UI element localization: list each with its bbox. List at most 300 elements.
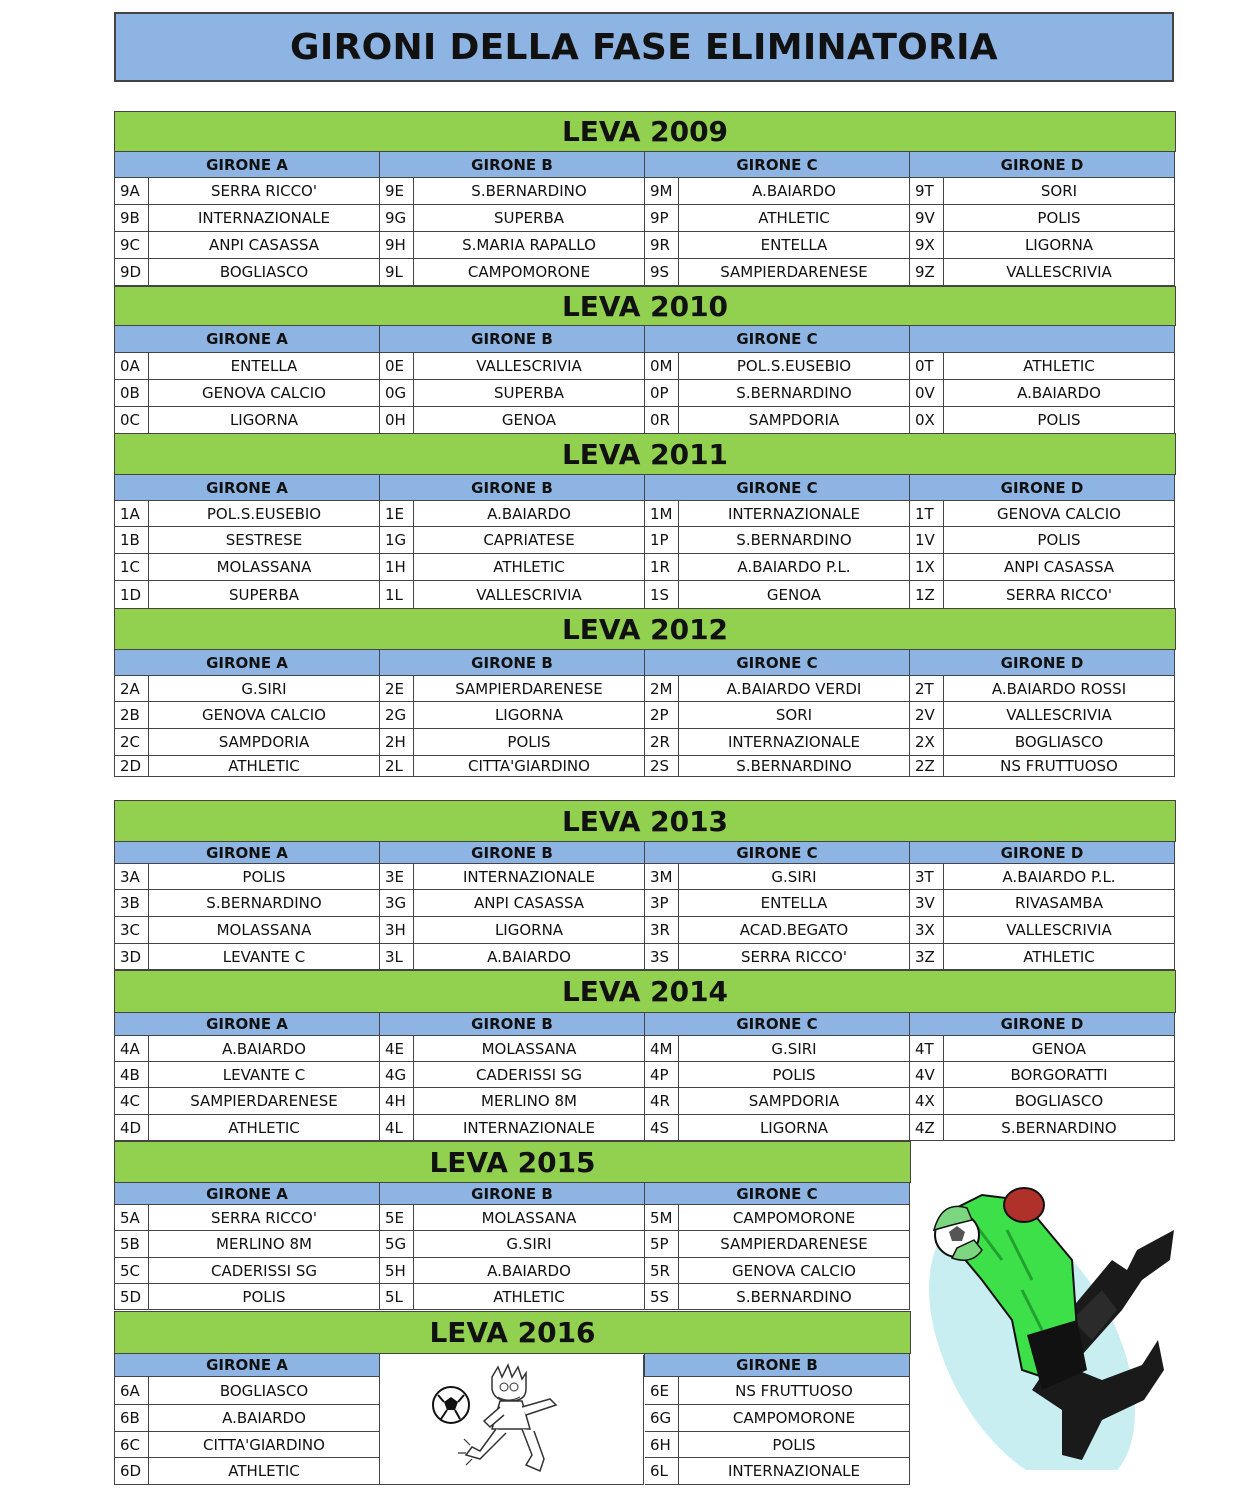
girone-header: GIRONE B xyxy=(645,1354,910,1377)
table-row xyxy=(115,756,1176,777)
team-name: SERRA RICCO' xyxy=(679,944,910,970)
team-code: 2M xyxy=(645,676,679,702)
team-name: BOGLIASCO xyxy=(149,1377,380,1405)
team-code: 3C xyxy=(115,917,149,944)
team-name: SAMPIERDARENESE xyxy=(679,259,910,286)
team-name: SAMPIERDARENESE xyxy=(414,676,645,702)
team-name: BOGLIASCO xyxy=(944,729,1175,756)
team-code: 4S xyxy=(645,1115,679,1141)
team-name: MERLINO 8M xyxy=(149,1231,380,1258)
team-code: 9P xyxy=(645,205,679,232)
team-code: 9T xyxy=(910,178,944,205)
team-code: 4R xyxy=(645,1088,679,1115)
team-code: 0X xyxy=(910,407,944,434)
team-name: NS FRUTTUOSO xyxy=(679,1377,910,1405)
team-name: ENTELLA xyxy=(679,232,910,259)
team-code: 6A xyxy=(115,1377,149,1405)
team-name: ATHLETIC xyxy=(414,1284,645,1310)
girone-header: GIRONE C xyxy=(645,1013,910,1036)
team-code: 4G xyxy=(380,1062,414,1088)
table-row xyxy=(115,178,1176,205)
team-name: ACAD.BEGATO xyxy=(679,917,910,944)
team-name: ENTELLA xyxy=(149,353,380,380)
team-name: VALLESCRIVIA xyxy=(944,259,1175,286)
team-name: S.BERNARDINO xyxy=(679,1284,910,1310)
team-code: 3M xyxy=(645,864,679,890)
team-code: 5R xyxy=(645,1258,679,1284)
table-row xyxy=(115,581,1176,609)
leva-title: LEVA 2015 xyxy=(115,1141,911,1183)
girone-header: GIRONE A xyxy=(115,1013,380,1036)
table-row xyxy=(115,890,1176,917)
team-code: 5A xyxy=(115,1205,149,1231)
team-name: LIGORNA xyxy=(149,407,380,434)
team-code: 5L xyxy=(380,1284,414,1310)
team-code: 0E xyxy=(380,353,414,380)
team-name: CAMPOMORONE xyxy=(679,1205,910,1231)
table-row xyxy=(115,1036,1176,1062)
girone-header-row xyxy=(115,152,1176,178)
team-code: 9S xyxy=(645,259,679,286)
team-name: CAMPOMORONE xyxy=(679,1405,910,1432)
team-code: 0V xyxy=(910,380,944,407)
girone-header: GIRONE C xyxy=(645,152,910,178)
team-name: SAMPIERDARENESE xyxy=(149,1088,380,1115)
table-row xyxy=(115,259,1176,286)
girone-header: GIRONE B xyxy=(380,842,645,864)
team-name: ATHLETIC xyxy=(149,1115,380,1141)
girone-header-row xyxy=(115,475,1176,501)
team-code: 5B xyxy=(115,1231,149,1258)
team-code: 2G xyxy=(380,702,414,729)
leva-table xyxy=(114,286,1176,434)
team-name: ATHLETIC xyxy=(944,353,1175,380)
team-code: 3X xyxy=(910,917,944,944)
leva-title: LEVA 2016 xyxy=(115,1311,911,1354)
table-row xyxy=(115,1088,1176,1115)
leva-table xyxy=(114,1141,911,1310)
team-code: 6B xyxy=(115,1405,149,1432)
team-code: 2A xyxy=(115,676,149,702)
team-name: MOLASSANA xyxy=(149,917,380,944)
team-code: 5G xyxy=(380,1231,414,1258)
team-code: 0A xyxy=(115,353,149,380)
team-name: ATHLETIC xyxy=(414,554,645,581)
team-code: 1D xyxy=(115,581,149,609)
team-name: CAPRIATESE xyxy=(414,527,645,554)
girone-header: GIRONE D xyxy=(910,475,1175,501)
team-code: 3P xyxy=(645,890,679,917)
girone-header: GIRONE C xyxy=(645,326,910,353)
leva-title: LEVA 2013 xyxy=(115,800,1176,842)
team-name: A.BAIARDO xyxy=(414,1258,645,1284)
team-code: 4T xyxy=(910,1036,944,1062)
leva-table xyxy=(114,608,1176,777)
leva-table xyxy=(114,800,1176,970)
team-name: LEVANTE C xyxy=(149,1062,380,1088)
team-name: A.BAIARDO xyxy=(414,501,645,527)
team-name: A.BAIARDO ROSSI xyxy=(944,676,1175,702)
team-name: ANPI CASASSA xyxy=(944,554,1175,581)
team-name: ATHLETIC xyxy=(944,944,1175,970)
team-name: ANPI CASASSA xyxy=(149,232,380,259)
team-code: 2H xyxy=(380,729,414,756)
team-name: SUPERBA xyxy=(414,380,645,407)
girone-header: GIRONE D xyxy=(910,650,1175,676)
girone-header: GIRONE D xyxy=(910,842,1175,864)
team-name: POLIS xyxy=(944,527,1175,554)
team-code: 2E xyxy=(380,676,414,702)
team-name: SUPERBA xyxy=(149,581,380,609)
girone-header: GIRONE B xyxy=(380,326,645,353)
girone-header: GIRONE B xyxy=(380,152,645,178)
team-name: S.BERNARDINO xyxy=(414,178,645,205)
team-name: S.BERNARDINO xyxy=(149,890,380,917)
team-code: 1X xyxy=(910,554,944,581)
team-code: 1A xyxy=(115,501,149,527)
team-name: SAMPDORIA xyxy=(679,407,910,434)
table-row xyxy=(115,1258,911,1284)
team-name: SAMPIERDARENESE xyxy=(679,1231,910,1258)
team-code: 2D xyxy=(115,756,149,777)
table-row xyxy=(115,1231,911,1258)
team-name: SERRA RICCO' xyxy=(149,178,380,205)
table-row xyxy=(115,1284,911,1310)
girone-header: GIRONE D xyxy=(910,152,1175,178)
team-code: 9L xyxy=(380,259,414,286)
team-name: G.SIRI xyxy=(679,864,910,890)
team-name: INTERNAZIONALE xyxy=(414,1115,645,1141)
team-name: A.BAIARDO P.L. xyxy=(679,554,910,581)
team-name: VALLESCRIVIA xyxy=(944,702,1175,729)
team-name: A.BAIARDO xyxy=(149,1405,380,1432)
team-code: 3T xyxy=(910,864,944,890)
team-code: 9H xyxy=(380,232,414,259)
team-name: CITTA'GIARDINO xyxy=(149,1432,380,1458)
team-code: 1B xyxy=(115,527,149,554)
team-name: MOLASSANA xyxy=(414,1205,645,1231)
girone-header-row xyxy=(115,842,1176,864)
girone-header: GIRONE B xyxy=(380,650,645,676)
team-code: 2L xyxy=(380,756,414,777)
team-code: 5D xyxy=(115,1284,149,1310)
team-code: 9D xyxy=(115,259,149,286)
team-code: 6L xyxy=(645,1458,679,1485)
table-row xyxy=(115,1205,911,1231)
team-name: S.MARIA RAPALLO xyxy=(414,232,645,259)
team-name: A.BAIARDO VERDI xyxy=(679,676,910,702)
team-code: 3L xyxy=(380,944,414,970)
team-code: 2Z xyxy=(910,756,944,777)
team-name: A.BAIARDO P.L. xyxy=(944,864,1175,890)
team-name: ENTELLA xyxy=(679,890,910,917)
table-row xyxy=(115,232,1176,259)
team-code: 1C xyxy=(115,554,149,581)
page-title: GIRONI DELLA FASE ELIMINATORIA xyxy=(114,12,1174,82)
girone-header: GIRONE C xyxy=(645,650,910,676)
team-name: MOLASSANA xyxy=(414,1036,645,1062)
team-code: 1P xyxy=(645,527,679,554)
team-code: 6G xyxy=(645,1405,679,1432)
team-code: 4C xyxy=(115,1088,149,1115)
team-code: 1V xyxy=(910,527,944,554)
table-row xyxy=(115,554,1176,581)
team-name: A.BAIARDO xyxy=(944,380,1175,407)
team-name: A.BAIARDO xyxy=(414,944,645,970)
team-name: RIVASAMBA xyxy=(944,890,1175,917)
team-name: CITTA'GIARDINO xyxy=(414,756,645,777)
team-name: POLIS xyxy=(944,205,1175,232)
table-row xyxy=(115,676,1176,702)
team-code: 2X xyxy=(910,729,944,756)
team-code: 9C xyxy=(115,232,149,259)
team-name: CADERISSI SG xyxy=(149,1258,380,1284)
girone-header-row xyxy=(115,326,1176,353)
team-name: ANPI CASASSA xyxy=(414,890,645,917)
team-code: 5S xyxy=(645,1284,679,1310)
team-code: 9E xyxy=(380,178,414,205)
team-code: 2R xyxy=(645,729,679,756)
team-code: 5H xyxy=(380,1258,414,1284)
team-code: 1Z xyxy=(910,581,944,609)
team-name: A.BAIARDO xyxy=(679,178,910,205)
girone-header-row xyxy=(115,1183,911,1205)
team-name: POLIS xyxy=(414,729,645,756)
girone-header: GIRONE C xyxy=(645,842,910,864)
girone-header: GIRONE A xyxy=(115,1183,380,1205)
team-code: 4X xyxy=(910,1088,944,1115)
team-code: 1M xyxy=(645,501,679,527)
table-row xyxy=(115,380,1176,407)
table-row xyxy=(115,1115,1176,1141)
team-name: CAMPOMORONE xyxy=(414,259,645,286)
team-code: 3G xyxy=(380,890,414,917)
team-name: BORGORATTI xyxy=(944,1062,1175,1088)
team-name: SUPERBA xyxy=(414,205,645,232)
team-name: BOGLIASCO xyxy=(149,259,380,286)
team-code: 0M xyxy=(645,353,679,380)
team-code: 3A xyxy=(115,864,149,890)
team-code: 2B xyxy=(115,702,149,729)
girone-header: GIRONE B xyxy=(380,475,645,501)
table-row xyxy=(115,407,1176,434)
cartoon-kicker-image xyxy=(380,1355,644,1485)
team-code: 0H xyxy=(380,407,414,434)
team-name: INTERNAZIONALE xyxy=(679,501,910,527)
leva-title: LEVA 2012 xyxy=(115,608,1176,650)
team-name: GENOA xyxy=(679,581,910,609)
team-code: 2T xyxy=(910,676,944,702)
team-code: 3V xyxy=(910,890,944,917)
team-code: 0P xyxy=(645,380,679,407)
team-name: LIGORNA xyxy=(944,232,1175,259)
team-code: 5P xyxy=(645,1231,679,1258)
team-name: G.SIRI xyxy=(149,676,380,702)
team-name: G.SIRI xyxy=(414,1231,645,1258)
team-code: 9B xyxy=(115,205,149,232)
team-code: 0B xyxy=(115,380,149,407)
girone-header: GIRONE A xyxy=(115,152,380,178)
table-row xyxy=(115,864,1176,890)
team-name: POLIS xyxy=(679,1062,910,1088)
girone-header: GIRONE A xyxy=(115,326,380,353)
team-code: 4A xyxy=(115,1036,149,1062)
team-name: INTERNAZIONALE xyxy=(414,864,645,890)
team-name: SAMPDORIA xyxy=(149,729,380,756)
team-code: 3Z xyxy=(910,944,944,970)
table-row xyxy=(115,205,1176,232)
team-name: GENOA xyxy=(944,1036,1175,1062)
team-name: CADERISSI SG xyxy=(414,1062,645,1088)
team-name: G.SIRI xyxy=(679,1036,910,1062)
girone-header xyxy=(910,326,1175,353)
team-code: 1G xyxy=(380,527,414,554)
girone-header: GIRONE C xyxy=(645,1183,910,1205)
table-row xyxy=(115,527,1176,554)
leva-title: LEVA 2010 xyxy=(115,286,1176,326)
girone-header: GIRONE A xyxy=(115,650,380,676)
team-code: 1L xyxy=(380,581,414,609)
team-name: GENOA xyxy=(414,407,645,434)
team-code: 0C xyxy=(115,407,149,434)
team-name: INTERNAZIONALE xyxy=(679,729,910,756)
leva-table xyxy=(114,433,1176,609)
girone-header-row xyxy=(115,650,1176,676)
leva-table xyxy=(114,111,1176,286)
team-code: 3E xyxy=(380,864,414,890)
team-code: 3R xyxy=(645,917,679,944)
table-row xyxy=(115,944,1176,970)
team-code: 6C xyxy=(115,1432,149,1458)
team-code: 1H xyxy=(380,554,414,581)
team-code: 9X xyxy=(910,232,944,259)
goalkeeper-image xyxy=(912,1170,1182,1470)
team-name: GENOVA CALCIO xyxy=(679,1258,910,1284)
team-code: 1R xyxy=(645,554,679,581)
team-name: INTERNAZIONALE xyxy=(679,1458,910,1485)
table-row xyxy=(115,501,1176,527)
team-code: 3D xyxy=(115,944,149,970)
team-code: 2V xyxy=(910,702,944,729)
team-code: 1T xyxy=(910,501,944,527)
team-name: S.BERNARDINO xyxy=(679,380,910,407)
team-code: 4M xyxy=(645,1036,679,1062)
team-name: POLIS xyxy=(149,1284,380,1310)
girone-header: GIRONE B xyxy=(380,1183,645,1205)
team-code: 0T xyxy=(910,353,944,380)
team-code: 2S xyxy=(645,756,679,777)
girone-header: GIRONE A xyxy=(115,475,380,501)
team-name: LIGORNA xyxy=(679,1115,910,1141)
team-name: POLIS xyxy=(944,407,1175,434)
team-code: 6D xyxy=(115,1458,149,1485)
team-name: ATHLETIC xyxy=(149,1458,380,1485)
team-code: 4V xyxy=(910,1062,944,1088)
team-name: MERLINO 8M xyxy=(414,1088,645,1115)
team-code: 5C xyxy=(115,1258,149,1284)
girone-header: GIRONE A xyxy=(115,1354,380,1377)
team-code: 0G xyxy=(380,380,414,407)
team-name: VALLESCRIVIA xyxy=(944,917,1175,944)
team-code: 4H xyxy=(380,1088,414,1115)
team-name: A.BAIARDO xyxy=(149,1036,380,1062)
team-name: SESTRESE xyxy=(149,527,380,554)
team-name: SERRA RICCO' xyxy=(944,581,1175,609)
team-code: 0R xyxy=(645,407,679,434)
team-name: SAMPDORIA xyxy=(679,1088,910,1115)
girone-header: GIRONE B xyxy=(380,1013,645,1036)
team-name: BOGLIASCO xyxy=(944,1088,1175,1115)
team-code: 3S xyxy=(645,944,679,970)
girone-header: GIRONE D xyxy=(910,1013,1175,1036)
team-name: VALLESCRIVIA xyxy=(414,353,645,380)
team-code: 9Z xyxy=(910,259,944,286)
team-code: 4L xyxy=(380,1115,414,1141)
team-name: SORI xyxy=(679,702,910,729)
team-code: 2C xyxy=(115,729,149,756)
team-name: LIGORNA xyxy=(414,917,645,944)
team-code: 3H xyxy=(380,917,414,944)
team-name: ATHLETIC xyxy=(679,205,910,232)
team-code: 9G xyxy=(380,205,414,232)
team-name: MOLASSANA xyxy=(149,554,380,581)
team-code: 4Z xyxy=(910,1115,944,1141)
team-name: GENOVA CALCIO xyxy=(944,501,1175,527)
team-code: 2P xyxy=(645,702,679,729)
leva-title: LEVA 2014 xyxy=(115,970,1176,1013)
girone-header: GIRONE A xyxy=(115,842,380,864)
team-name: S.BERNARDINO xyxy=(679,756,910,777)
team-code: 1S xyxy=(645,581,679,609)
team-code: 9M xyxy=(645,178,679,205)
team-name: GENOVA CALCIO xyxy=(149,702,380,729)
table-row xyxy=(115,1062,1176,1088)
team-name: NS FRUTTUOSO xyxy=(944,756,1175,777)
team-name: POLIS xyxy=(149,864,380,890)
team-code: 5M xyxy=(645,1205,679,1231)
team-code: 9A xyxy=(115,178,149,205)
team-name: S.BERNARDINO xyxy=(944,1115,1175,1141)
team-code: 4P xyxy=(645,1062,679,1088)
girone-header: GIRONE C xyxy=(645,475,910,501)
team-code: 1E xyxy=(380,501,414,527)
leva-title: LEVA 2011 xyxy=(115,433,1176,475)
team-code: 9V xyxy=(910,205,944,232)
team-name: LIGORNA xyxy=(414,702,645,729)
leva-table xyxy=(114,970,1176,1141)
team-name: GENOVA CALCIO xyxy=(149,380,380,407)
team-name: POL.S.EUSEBIO xyxy=(149,501,380,527)
table-row xyxy=(115,917,1176,944)
leva-title: LEVA 2009 xyxy=(115,111,1176,152)
team-code: 6E xyxy=(645,1377,679,1405)
team-name: POLIS xyxy=(679,1432,910,1458)
team-name: SORI xyxy=(944,178,1175,205)
table-row xyxy=(115,702,1176,729)
team-name: POL.S.EUSEBIO xyxy=(679,353,910,380)
team-name: S.BERNARDINO xyxy=(679,527,910,554)
team-code: 3B xyxy=(115,890,149,917)
team-name: INTERNAZIONALE xyxy=(149,205,380,232)
team-name: ATHLETIC xyxy=(149,756,380,777)
team-code: 4B xyxy=(115,1062,149,1088)
team-name: VALLESCRIVIA xyxy=(414,581,645,609)
team-code: 4D xyxy=(115,1115,149,1141)
team-code: 9R xyxy=(645,232,679,259)
table-row xyxy=(115,353,1176,380)
team-name: SERRA RICCO' xyxy=(149,1205,380,1231)
team-code: 6H xyxy=(645,1432,679,1458)
